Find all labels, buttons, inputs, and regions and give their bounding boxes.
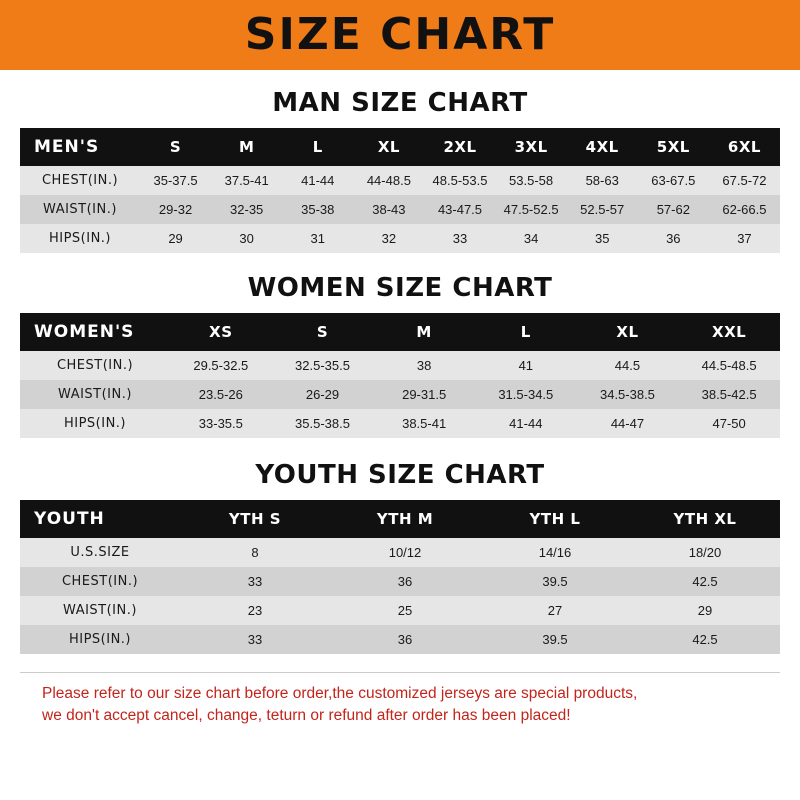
table-row [20, 538, 780, 567]
table-cell: 10/12 [330, 538, 480, 567]
policy-note-line-2: we don't accept cancel, change, teturn or refund after order has been placed! [42, 707, 571, 725]
table-cell: 52.5-57 [567, 195, 638, 224]
table-row [20, 596, 780, 625]
column-header: MEN'S [20, 128, 140, 166]
table-cell: 38.5-41 [373, 409, 475, 438]
column-header: S [140, 128, 211, 166]
table-cell: 33 [180, 625, 330, 654]
table-cell: 29 [140, 224, 211, 253]
page-banner [0, 0, 800, 70]
table-header-row [20, 500, 780, 538]
policy-note [20, 672, 780, 728]
row-header: CHEST(IN.) [20, 166, 140, 195]
table-cell: 34.5-38.5 [577, 380, 679, 409]
row-header: CHEST(IN.) [20, 567, 180, 596]
women-size-table [20, 313, 780, 438]
row-header: CHEST(IN.) [20, 351, 170, 380]
table-header-row [20, 128, 780, 166]
column-header: S [272, 313, 374, 351]
column-header: YTH M [330, 500, 480, 538]
table-cell: 35-38 [282, 195, 353, 224]
row-header: HIPS(IN.) [20, 409, 170, 438]
table-cell: 67.5-72 [709, 166, 780, 195]
table-cell: 41 [475, 351, 577, 380]
table-cell: 47-50 [678, 409, 780, 438]
table-cell: 30 [211, 224, 282, 253]
table-cell: 43-47.5 [424, 195, 495, 224]
table-cell: 44-48.5 [353, 166, 424, 195]
table-cell: 36 [638, 224, 709, 253]
column-header: XXL [678, 313, 780, 351]
policy-note-line-1: Please refer to our size chart before order,the customized jerseys are special products, [42, 685, 638, 702]
table-cell: 29 [630, 596, 780, 625]
column-header: 5XL [638, 128, 709, 166]
page-title: SIZE CHART [244, 9, 556, 60]
column-header: 3XL [496, 128, 567, 166]
column-header: 6XL [709, 128, 780, 166]
table-cell: 39.5 [480, 625, 630, 654]
table-row [20, 224, 780, 253]
column-header: XL [353, 128, 424, 166]
table-cell: 18/20 [630, 538, 780, 567]
table-row [20, 166, 780, 195]
table-cell: 29.5-32.5 [170, 351, 272, 380]
column-header: YOUTH [20, 500, 180, 538]
table-cell: 47.5-52.5 [496, 195, 567, 224]
table-cell: 58-63 [567, 166, 638, 195]
table-cell: 25 [330, 596, 480, 625]
table-cell: 32 [353, 224, 424, 253]
table-cell: 44.5 [577, 351, 679, 380]
table-cell: 36 [330, 625, 480, 654]
table-row [20, 409, 780, 438]
table-cell: 44.5-48.5 [678, 351, 780, 380]
table-header-row [20, 313, 780, 351]
table-cell: 57-62 [638, 195, 709, 224]
table-cell: 33-35.5 [170, 409, 272, 438]
column-header: 2XL [424, 128, 495, 166]
row-header: WAIST(IN.) [20, 596, 180, 625]
column-header: M [373, 313, 475, 351]
table-cell: 33 [180, 567, 330, 596]
row-header: HIPS(IN.) [20, 625, 180, 654]
youth-section-title: YOUTH SIZE CHART [255, 460, 545, 490]
table-cell: 53.5-58 [496, 166, 567, 195]
row-header: WAIST(IN.) [20, 195, 140, 224]
table-cell: 26-29 [272, 380, 374, 409]
table-cell: 42.5 [630, 625, 780, 654]
table-cell: 35-37.5 [140, 166, 211, 195]
table-cell: 34 [496, 224, 567, 253]
table-row [20, 625, 780, 654]
column-header: L [475, 313, 577, 351]
table-cell: 37 [709, 224, 780, 253]
table-row [20, 195, 780, 224]
table-cell: 29-32 [140, 195, 211, 224]
men-section-title: MAN SIZE CHART [272, 88, 528, 118]
column-header: 4XL [567, 128, 638, 166]
column-header: WOMEN'S [20, 313, 170, 351]
table-cell: 38 [373, 351, 475, 380]
table-cell: 35.5-38.5 [272, 409, 374, 438]
table-cell: 27 [480, 596, 630, 625]
table-cell: 37.5-41 [211, 166, 282, 195]
men-size-table [20, 128, 780, 253]
table-cell: 62-66.5 [709, 195, 780, 224]
women-section-title: WOMEN SIZE CHART [247, 273, 553, 303]
table-cell: 32.5-35.5 [272, 351, 374, 380]
table-cell: 32-35 [211, 195, 282, 224]
table-cell: 31 [282, 224, 353, 253]
table-row [20, 567, 780, 596]
column-header: L [282, 128, 353, 166]
row-header: WAIST(IN.) [20, 380, 170, 409]
column-header: YTH S [180, 500, 330, 538]
table-cell: 8 [180, 538, 330, 567]
table-cell: 31.5-34.5 [475, 380, 577, 409]
table-row [20, 351, 780, 380]
column-header: YTH L [480, 500, 630, 538]
youth-size-table [20, 500, 780, 654]
table-cell: 44-47 [577, 409, 679, 438]
table-row [20, 380, 780, 409]
table-cell: 63-67.5 [638, 166, 709, 195]
column-header: XS [170, 313, 272, 351]
table-cell: 35 [567, 224, 638, 253]
table-cell: 23.5-26 [170, 380, 272, 409]
table-cell: 39.5 [480, 567, 630, 596]
table-cell: 36 [330, 567, 480, 596]
column-header: YTH XL [630, 500, 780, 538]
table-cell: 48.5-53.5 [424, 166, 495, 195]
row-header: U.S.SIZE [20, 538, 180, 567]
row-header: HIPS(IN.) [20, 224, 140, 253]
table-cell: 14/16 [480, 538, 630, 567]
chart-content [0, 88, 800, 728]
table-cell: 41-44 [282, 166, 353, 195]
table-cell: 23 [180, 596, 330, 625]
column-header: M [211, 128, 282, 166]
table-cell: 38-43 [353, 195, 424, 224]
table-cell: 29-31.5 [373, 380, 475, 409]
table-cell: 38.5-42.5 [678, 380, 780, 409]
table-cell: 42.5 [630, 567, 780, 596]
table-cell: 41-44 [475, 409, 577, 438]
table-cell: 33 [424, 224, 495, 253]
column-header: XL [577, 313, 679, 351]
